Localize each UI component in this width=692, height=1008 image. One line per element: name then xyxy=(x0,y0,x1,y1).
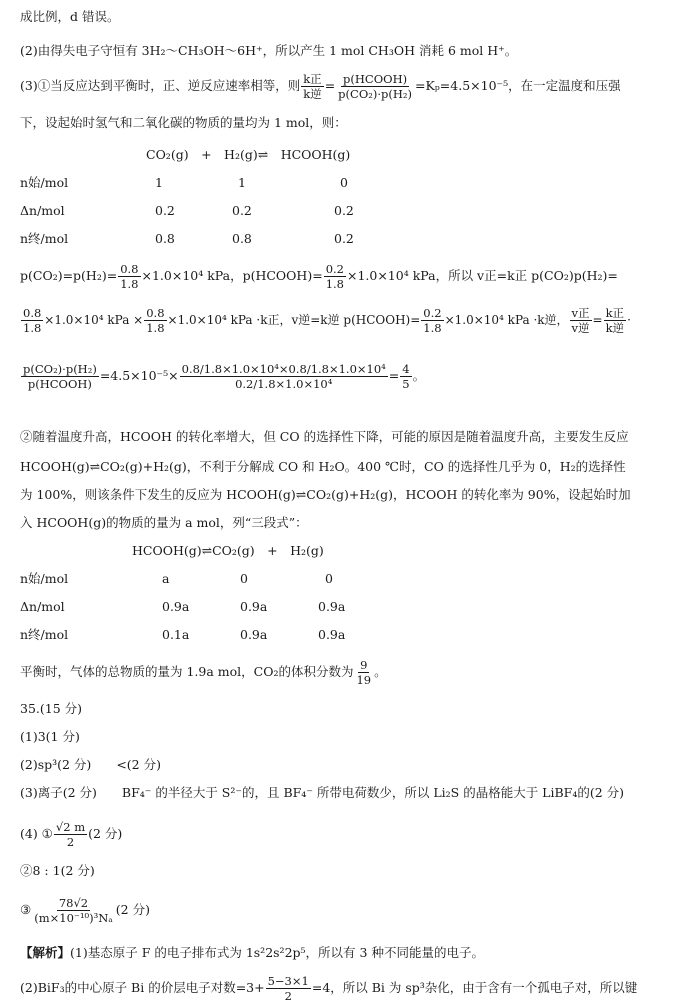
numerator: 0.2 xyxy=(325,262,344,276)
numerator: 78√2 xyxy=(58,896,89,910)
text: ③ xyxy=(20,902,32,917)
text: ×1.0×10⁴ kPa ·k正，v逆=k逆 p(HCOOH)= xyxy=(167,313,421,327)
denominator: k逆 xyxy=(303,87,322,101)
fraction xyxy=(421,306,443,335)
table-cell: 0.9a xyxy=(240,599,268,614)
numerator: 0.8 xyxy=(23,306,42,320)
numerator: p(CO₂)·p(H₂) xyxy=(23,362,97,376)
row-label: n终/mol xyxy=(20,231,69,246)
line-7 xyxy=(20,362,425,391)
row-label: Δn/mol xyxy=(20,599,65,614)
numerator: 0.8 xyxy=(120,262,139,276)
denominator: p(CO₂)·p(H₂) xyxy=(338,87,412,101)
denominator: 1.8 xyxy=(23,321,42,335)
text: =4，所以 Bi 为 sp³杂化，由于含有一个孤电子对，所以键 xyxy=(311,980,638,995)
line-13: 35.(15 分) xyxy=(20,701,83,716)
numerator: 9 xyxy=(360,658,368,672)
denominator: p(HCOOH) xyxy=(27,377,92,391)
text: 平衡时，气体的总物质的量为 1.9a mol，CO₂的体积分数为 xyxy=(20,664,354,679)
table-cell: 0.2 xyxy=(334,231,354,246)
denominator: 0.2/1.8×1.0×10⁴ xyxy=(235,377,333,391)
denominator: 1.8 xyxy=(146,321,165,335)
fraction xyxy=(570,306,592,335)
text: 。 xyxy=(412,368,426,383)
fraction xyxy=(144,306,166,335)
denominator: 1.8 xyxy=(325,277,344,291)
equals: = xyxy=(592,313,603,327)
fraction xyxy=(118,262,140,291)
text: (2 分) xyxy=(88,826,123,841)
line-9: HCOOH(g)⇌CO₂(g)+H₂(g)，不利于分解成 CO 和 H₂O。400 ℃时，CO 的选择性几乎为 0，H₂的选择性 xyxy=(20,459,626,474)
table-cell: 0 xyxy=(340,175,348,190)
denominator: (m×10⁻¹⁰)³Nₐ xyxy=(34,911,113,925)
table-cell: 0.9a xyxy=(162,599,190,614)
row-label: n终/mol xyxy=(20,627,69,642)
line-17 xyxy=(20,820,122,849)
fraction xyxy=(604,306,626,335)
fraction xyxy=(21,306,43,335)
line-2: (2)由得失电子守恒有 3H₂～CH₃OH～6H⁺，所以产生 1 mol CH₃OH 消耗 6 mol H⁺。 xyxy=(20,43,518,58)
text: 。 xyxy=(374,664,387,679)
table-cell: 0.9a xyxy=(240,627,268,642)
text: (2 分) xyxy=(115,902,150,917)
line-19 xyxy=(20,896,150,925)
numerator: p(HCOOH) xyxy=(343,72,408,86)
table-cell: 0.8 xyxy=(232,231,252,246)
denominator: 1.8 xyxy=(120,277,139,291)
line-14: (1)3(1 分) xyxy=(20,729,80,744)
line-6 xyxy=(20,306,631,335)
equals: = xyxy=(388,368,400,383)
denominator: 2 xyxy=(66,835,75,849)
table-cell: 0.9a xyxy=(318,599,346,614)
numerator: 0.8 xyxy=(146,306,165,320)
numerator: 0.8/1.8×1.0×10⁴×0.8/1.8×1.0×10⁴ xyxy=(181,362,386,376)
table-cell: 0.1a xyxy=(162,627,190,642)
analysis-label: 【解析】 xyxy=(20,945,71,960)
line-16: (3)离子(2 分) BF₄⁻ 的半径大于 S²⁻的，且 BF₄⁻ 所带电荷数少，所以 Li₂S 的晶格能大于 LiBF₄的(2 分) xyxy=(20,785,625,800)
line-21 xyxy=(20,974,637,1003)
table-cell: 0.8 xyxy=(155,231,175,246)
line-8: ②随着温度升高，HCOOH 的转化率增大，但 CO 的选择性下降，可能的原因是随着温度升高，主要发生反应 xyxy=(20,429,629,444)
line-1: 成比例，d 错误。 xyxy=(20,9,120,24)
text: ×1.0×10⁴ kPa ·k逆， xyxy=(444,313,569,327)
line-10: 为 100%，则该条件下发生的反应为 HCOOH(g)⇌CO₂(g)+H₂(g)，HCOOH 的转化率为 90%，设起始时加 xyxy=(20,487,631,502)
table-cell: 1 xyxy=(238,175,246,190)
text: (4) ① xyxy=(20,826,53,841)
text: ×1.0×10⁴ kPa × xyxy=(44,313,144,327)
row-label: n始/mol xyxy=(20,175,69,190)
line-15: (2)sp³(2 分) <(2 分) xyxy=(20,757,161,772)
numerator: 4 xyxy=(402,362,410,376)
line-5 xyxy=(20,262,618,291)
numerator: √2 m xyxy=(55,820,86,834)
equals: = xyxy=(324,78,336,93)
numerator: k正 xyxy=(605,306,625,320)
line-11: 入 HCOOH(g)的物质的量为 a mol，列“三段式”： xyxy=(20,515,308,530)
text: ×1.0×10⁴ kPa，所以 v正=k正 p(CO₂)p(H₂)= xyxy=(346,268,618,283)
line-18: ②8 : 1(2 分) xyxy=(20,863,95,878)
denominator: k逆 xyxy=(605,321,625,335)
row-label: Δn/mol xyxy=(20,203,65,218)
line-3 xyxy=(20,72,621,101)
line-4: 下，设起始时氢气和二氧化碳的物质的量均为 1 mol，则： xyxy=(20,115,347,130)
numerator: 5−3×1 xyxy=(267,974,309,988)
text: (2)BiF₃的中心原子 Bi 的价层电子对数=3+ xyxy=(20,980,265,995)
fraction xyxy=(54,820,87,849)
numerator: k正 xyxy=(303,72,322,86)
table-cell: 0.2 xyxy=(232,203,252,218)
table-cell: 0.2 xyxy=(155,203,175,218)
text: ×1.0×10⁴ kPa，p(HCOOH)= xyxy=(141,268,323,283)
fraction xyxy=(21,362,99,391)
dot: · xyxy=(627,313,631,327)
row-label: n始/mol xyxy=(20,571,69,586)
fraction xyxy=(400,362,411,391)
table-cell: 0 xyxy=(240,571,248,586)
big-fraction xyxy=(180,362,388,391)
numerator: v正 xyxy=(571,306,590,320)
fraction-k xyxy=(301,72,323,101)
text: =4.5×10⁻⁵× xyxy=(99,368,179,383)
text: (3)①当反应达到平衡时，正、逆反应速率相等，则 xyxy=(20,78,301,93)
text: =Kₚ=4.5×10⁻⁵，在一定温度和压强 xyxy=(414,78,621,93)
table-header: CO₂(g) + H₂(g)⇌ HCOOH(g) xyxy=(146,147,351,162)
text: p(CO₂)=p(H₂)= xyxy=(20,268,118,283)
table-cell: 0.9a xyxy=(318,627,346,642)
fraction xyxy=(266,974,311,1003)
line-20 xyxy=(20,944,484,962)
text: (1)基态原子 F 的电子排布式为 1s²2s²2p⁵，所以有 3 种不同能量的电子。 xyxy=(70,945,484,960)
denominator: 1.8 xyxy=(423,321,442,335)
denominator: 5 xyxy=(402,377,410,391)
table-cell: 0 xyxy=(325,571,333,586)
fraction xyxy=(324,262,346,291)
table-cell: 0.2 xyxy=(334,203,354,218)
denominator: v逆 xyxy=(571,321,590,335)
denominator: 19 xyxy=(356,673,372,687)
fraction xyxy=(354,658,373,687)
table-cell: a xyxy=(162,571,170,586)
table-cell: 1 xyxy=(155,175,163,190)
fraction xyxy=(32,896,115,925)
denominator: 2 xyxy=(284,989,292,1003)
fraction-p xyxy=(336,72,414,101)
numerator: 0.2 xyxy=(423,306,442,320)
table-header: HCOOH(g)⇌CO₂(g) + H₂(g) xyxy=(132,543,324,558)
line-12 xyxy=(20,658,387,687)
